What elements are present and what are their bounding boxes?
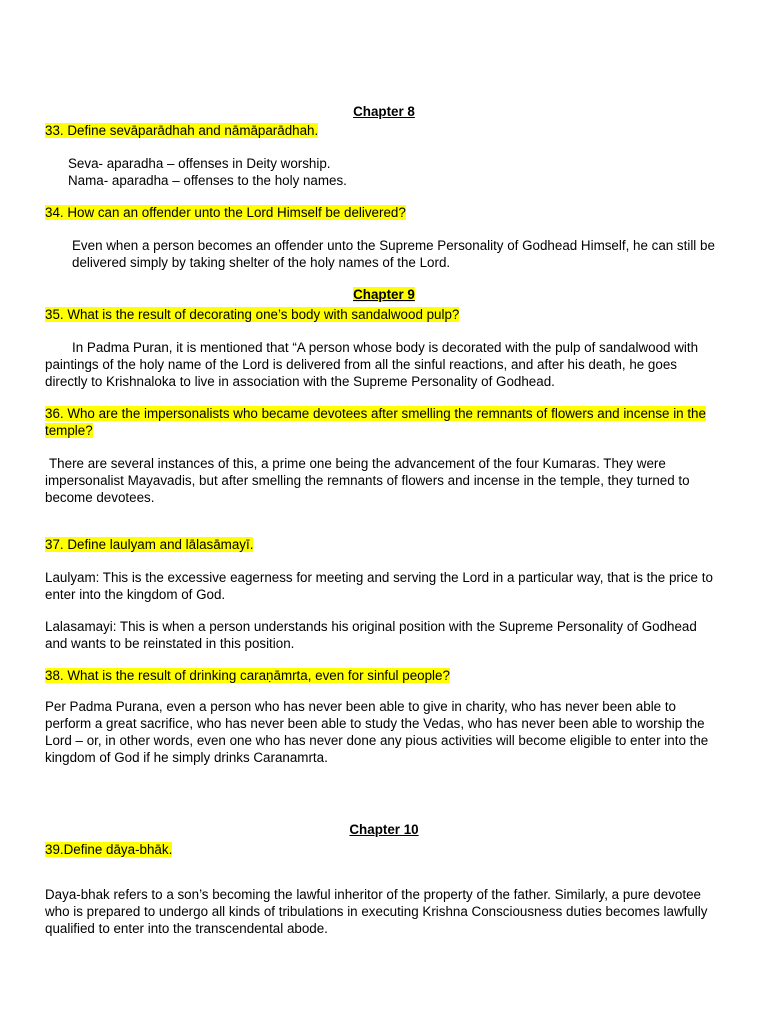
answer-38-text: Per Padma Purana, even a person who has never been able to give in charity, who has never been able to perform a great sacrifice, who has never been able to study the Vedas, who has never been able to worship the Lord – or, in other words, even one who has never done any pious activities will become eligible to enter into the kingdom of God if he simply drinks Caranamrta.	[45, 699, 709, 765]
question-35	[45, 306, 725, 323]
question-36	[45, 405, 725, 439]
question-34	[45, 204, 725, 221]
answer-37-lalasamayi	[45, 618, 720, 652]
answer-35	[45, 339, 720, 390]
answer-37-lalasamayi-text: Lalasamayi: This is when a person understands his original position with the Supreme Personality of Godhead and wants to be reinstated in this position.	[45, 619, 697, 651]
answer-39	[45, 886, 720, 937]
question-39	[45, 841, 725, 858]
answer-33	[68, 155, 718, 189]
question-33-text: 33. Define sevāparādhah and nāmāparādhah.	[45, 123, 319, 138]
question-38	[45, 667, 725, 684]
answer-36	[45, 455, 720, 506]
chapter-10-heading	[0, 821, 768, 838]
chapter-9-heading-text: Chapter 9	[353, 287, 415, 302]
answer-36-text: There are several instances of this, a prime one being the advancement of the four Kumaras. They were impersonalist Mayavadis, but after smelling the remnants of flowers and incense in the temple, they turned to become devotees.	[45, 456, 690, 505]
answer-37-laulyam	[45, 569, 720, 603]
question-39-text: 39.Define dāya-bhāk.	[45, 842, 173, 857]
chapter-8-heading	[0, 103, 768, 120]
answer-33-nama: Nama- aparadha – offenses to the holy names.	[68, 173, 347, 188]
answer-35-text: In Padma Puran, it is mentioned that “A person whose body is decorated with the pulp of sandalwood with paintings of the holy name of the Lord is delivered from all the sinful reactions, and after his death, he goes directly to Krishnaloka to live in association with the Supreme Personality of Godhead.	[45, 340, 699, 389]
chapter-10-heading-text: Chapter 10	[349, 822, 419, 837]
question-33	[45, 122, 725, 139]
answer-33-seva: Seva- aparadha – offenses in Deity worship.	[68, 156, 331, 171]
question-37-text: 37. Define laulyam and lālasāmayī.	[45, 537, 254, 552]
answer-34-text: Even when a person becomes an offender unto the Supreme Personality of Godhead Himself, he can still be delivered simply by taking shelter of the holy names of the Lord.	[72, 238, 715, 270]
question-36-text: 36. Who are the impersonalists who became devotees after smelling the remnants of flowers and incense in the temple?	[45, 406, 706, 438]
question-34-text: 34. How can an offender unto the Lord Himself be delivered?	[45, 205, 406, 220]
answer-34	[72, 237, 722, 271]
question-38-text: 38. What is the result of drinking caraṇāmrta, even for sinful people?	[45, 668, 450, 683]
question-37	[45, 536, 725, 553]
answer-38	[45, 698, 720, 766]
question-35-text: 35. What is the result of decorating one’s body with sandalwood pulp?	[45, 307, 460, 322]
answer-39-text: Daya-bhak refers to a son’s becoming the lawful inheritor of the property of the father. Similarly, a pure devotee who is prepared to undergo all kinds of tribulations in executing Krishna Consciousness duties becomes lawfully qualified to enter into the transcendental abode.	[45, 887, 708, 936]
answer-37-laulyam-text: Laulyam: This is the excessive eagerness for meeting and serving the Lord in a particular way, that is the price to enter into the kingdom of God.	[45, 570, 713, 602]
chapter-9-heading	[0, 286, 768, 303]
chapter-8-heading-text: Chapter 8	[353, 104, 415, 119]
